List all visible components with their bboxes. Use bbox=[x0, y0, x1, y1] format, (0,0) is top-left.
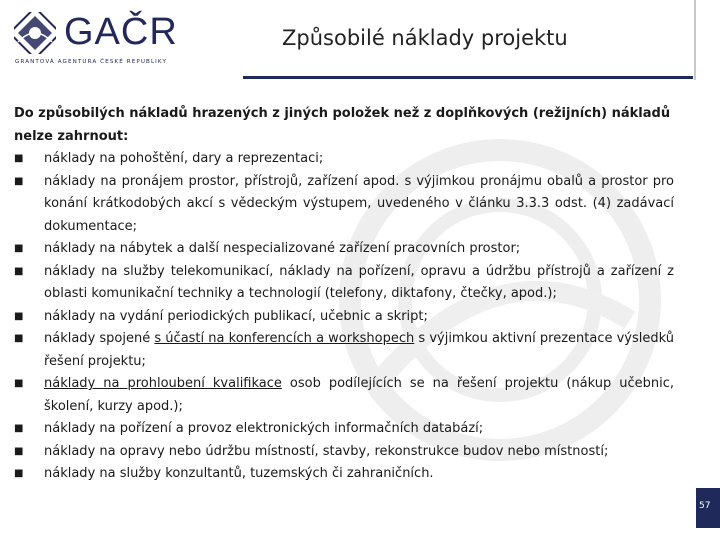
bullet-icon: ■ bbox=[14, 310, 24, 322]
list-item: ■ náklady na vydání periodických publikací, učebnic a skript; bbox=[14, 306, 674, 329]
underlined-phrase: náklady na prohloubení kvalifikace bbox=[44, 376, 282, 391]
header-divider bbox=[694, 0, 696, 80]
bullet-icon: ■ bbox=[14, 243, 24, 254]
gacr-emblem-icon bbox=[14, 12, 56, 54]
intro-text: Do způsobilých nákladů hrazených z jiných položek než z doplňkových (režijních) nákladů nelze zahrnout: bbox=[14, 106, 671, 144]
underlined-phrase: s účastí na konferencích a workshopech bbox=[154, 331, 415, 346]
list-item: ■ náklady spojené s účastí na konferencích a workshopech s výjimkou aktivní prezentace výsledků řešení projektu; bbox=[14, 328, 674, 373]
bullet-icon: ■ bbox=[14, 265, 24, 277]
page-number: 57 bbox=[699, 501, 711, 511]
gacr-logo bbox=[14, 12, 184, 70]
title-underline bbox=[243, 76, 693, 79]
slide-content bbox=[14, 103, 674, 486]
bullet-icon: ■ bbox=[14, 423, 24, 434]
list-item: ■ náklady na prohloubení kvalifikace osob podílejících se na řešení projektu (nákup učebnic, školení, kurzy apod.); bbox=[14, 373, 674, 418]
bullet-icon: ■ bbox=[14, 153, 24, 164]
list-item: ■ náklady na pohoštění, dary a reprezentaci; bbox=[14, 148, 674, 171]
list-item: ■ náklady na služby telekomunikací, náklady na pořízení, opravu a údržbu přístrojů a zařízení z oblasti komunikační techniky a technologií (telefony, diktafony, čtečky, apod.); bbox=[14, 261, 674, 306]
bullet-icon: ■ bbox=[14, 445, 24, 457]
bullet-icon: ■ bbox=[14, 378, 24, 389]
slide-title: Způsobilé náklady projektu bbox=[282, 26, 568, 50]
list-item: ■ náklady na služby konzultantů, tuzemských či zahraničních. bbox=[14, 463, 674, 486]
logo-wordmark: GAČR bbox=[64, 11, 178, 53]
logo-subtitle: GRANTOVÁ AGENTURA ČESKÉ REPUBLIKY bbox=[15, 59, 168, 65]
bullet-icon: ■ bbox=[14, 333, 24, 344]
list-item: ■ náklady na nábytek a další nespecializované zařízení pracovních prostor; bbox=[14, 238, 674, 261]
list-item: ■ náklady na opravy nebo údržbu místností, stavby, rekonstrukce budov nebo místností; bbox=[14, 441, 674, 464]
bullet-icon: ■ bbox=[14, 175, 24, 187]
list-item: ■ náklady na pronájem prostor, přístrojů, zařízení apod. s výjimkou pronájmu obalů a prostor pro konání krátkodobých akcí s vědeckým výstupem, uvedeného v článku 3.3.3 odst. (4) zadávací dokumentace; bbox=[14, 171, 674, 239]
bullet-icon: ■ bbox=[14, 468, 24, 479]
cost-list bbox=[14, 148, 674, 486]
list-item: ■ náklady na pořízení a provoz elektronických informačních databází; bbox=[14, 418, 674, 441]
